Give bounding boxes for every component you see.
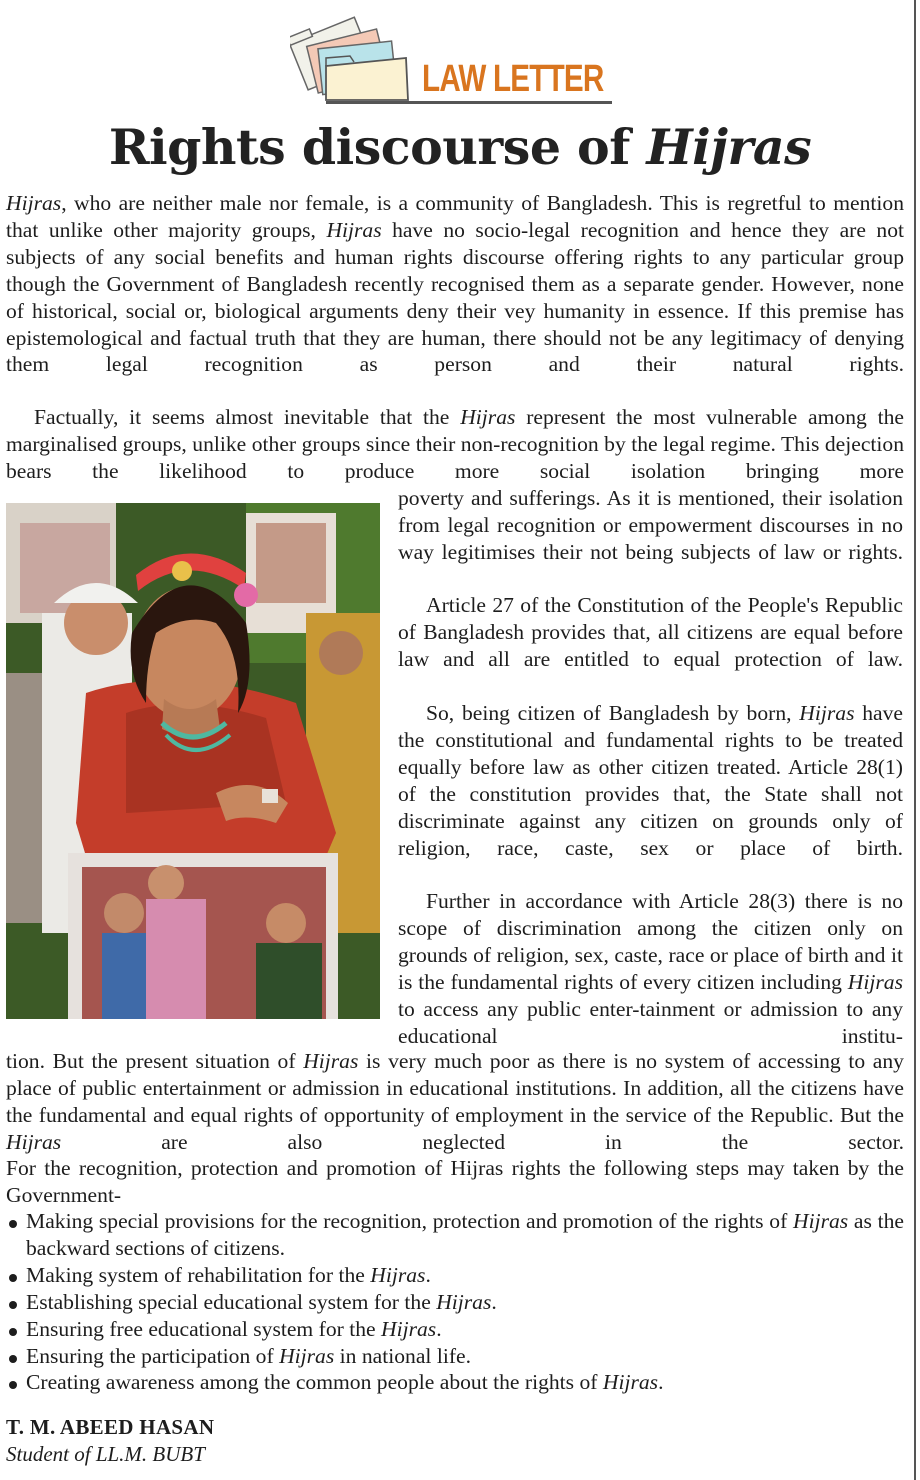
list-item: Creating awareness among the common people about the rights of Hijras. xyxy=(6,1369,904,1396)
list-item: Ensuring the participation of Hijras in national life. xyxy=(6,1343,904,1370)
hijra-rally-photo xyxy=(6,503,380,1019)
paragraph-vulnerability: Factually, it seems almost inevitable that the Hijras represent the most vulnerable among the marginalised groups, unlike other groups since their non-recognition by the legal regime. This dejection bears the likelihood to produce more social isolation bringing more xyxy=(6,405,904,483)
list-item: Making system of rehabilitation for the Hijras. xyxy=(6,1262,904,1289)
article-headline: Rights discourse of Hijras xyxy=(108,118,812,176)
list-item: Establishing special educational system for the Hijras. xyxy=(6,1289,904,1316)
section-label-underline xyxy=(326,101,612,104)
list-item: Ensuring free educational system for the Hijras. xyxy=(6,1316,904,1343)
list-item: Making special provisions for the recognition, protection and promotion of the rights of Hijras as the backward sections of citizens. xyxy=(6,1208,904,1262)
paragraph-intro: Hijras, who are neither male nor female, is a community of Bangladesh. This is regretful to mention that unlike other majority groups, Hijras have no socio-legal recognition and hence they are not subjects of any social benefits and human rights discourse offering rights to any particular group though the Government of Bangladesh recently recognised them as a separate gender. However, none of historical, social or, biological arguments deny their vey humanity in essence. If this premise has epistemological and factual truth that they are human, there should not be any legitimacy of denying them legal recognition as person and their natural rights. xyxy=(6,191,904,377)
paragraph-article-27: Article 27 of the Constitution of the People's Republic of Bangladesh provides that, all citizens are equal before law and all are entitled to equal protection of law. xyxy=(398,593,903,671)
paragraph-article-28-3: Further in accordance with Article 28(3) there is no scope of discrimination among the citizen only on grounds of religion, sex, caste, race or place of birth and it is the fundamental rights of every citizen including Hijras to access any public enter-tainment or admission to any educational institu- xyxy=(398,889,903,1048)
section-label: LAW LETTER xyxy=(422,58,604,100)
paragraph-isolation-continued: poverty and sufferings. As it is mentioned, their isolation from legal recognition or empowerment discourses in no way legitimises their not being subjects of law or rights. xyxy=(398,486,903,564)
folder-stack-icon xyxy=(290,0,420,108)
masthead xyxy=(290,0,630,110)
government-steps-list xyxy=(6,1208,904,1396)
author-role: Student of LL.M. BUBT xyxy=(6,1442,205,1466)
author-name: T. M. ABEED HASAN xyxy=(6,1415,215,1439)
paragraph-present-situation: tion. But the present situation of Hijras is very much poor as there is no system of accessing to any place of public entertainment or admission in educational institutions. In addition, all the citizens have the fundamental and equal rights of opportunity of employment in the service of the Republic. But the Hijras are also neglected in the sector. xyxy=(6,1049,904,1154)
paragraph-article-28-1: So, being citizen of Bangladesh by born, Hijras have the constitutional and fundamental rights to be treated equally before law as other citizen treated. Article 28(1) of the constitution provides that, the State shall not discriminate against any citizen on grounds only of religion, race, caste, sex or place of birth. xyxy=(398,701,903,860)
page-edge-rule xyxy=(914,0,916,1480)
paragraph-steps-intro: For the recognition, protection and promotion of Hijras rights the following steps may taken by the Government- xyxy=(6,1156,904,1207)
article-photo xyxy=(6,503,380,1019)
